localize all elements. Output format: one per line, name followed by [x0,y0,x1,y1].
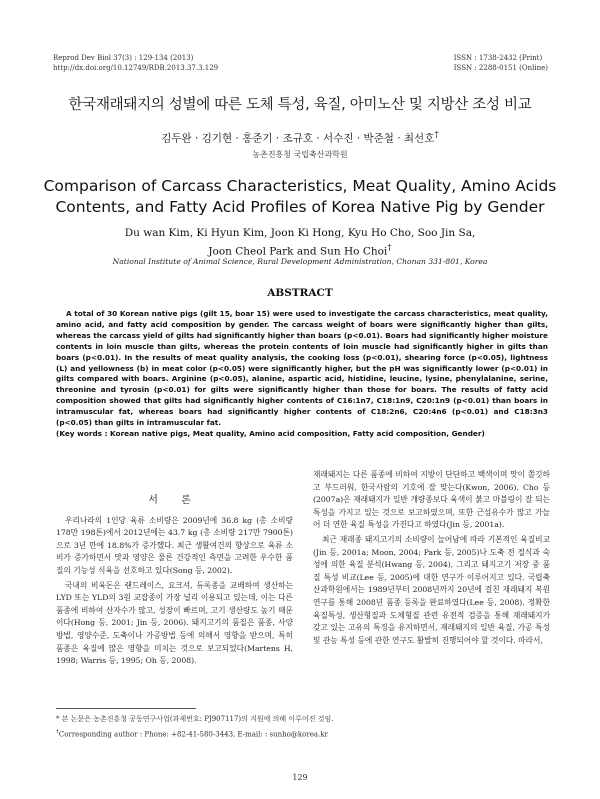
intro-paragraph: 국내의 비육돈은 랜드레이스, 요크셔, 듀록종을 교배하여 생산하는 LYD 또는 YLD의 3원 교잡종이 가장 널리 이용되고 있는데, 이는 다른 품종에 비하여 산자수가 많고, 성장이 빠르며, 고기 생산량도 높기 때문이다(Hong 등, 2001; Jin 등, 2006). 돼지고기의 품질은 품종, 사양방법, 영양수준, 도축이나 가공방법 등에 의해서 영향을 받으며, 특히 품종은 육질에 많은 영향을 미치는 것으로 보고되었다(Martens H, 1998; Warris 등, 1995; Oh 등, 2008). [56,580,293,666]
intro-paragraph: 우리나라의 1인당 육류 소비량은 2009년에 36.8 kg (총 소비량 178만 198톤)에서 2012년에는 43.7 kg (총 소비량 217만 7900톤)으로 3년 만에 18.8%가 증가했다. 최근 생활여건의 향상으로 육류 소비가 증가하면서 맛과 영양은 물론 건강적인 측면을 고려한 우수한 품질의 기능성 식육을 선호하고 있다(Song 등, 2002). [56,515,293,575]
english-authors-line2: Joon Cheol Park and Sun Ho Choi [208,245,388,258]
corresponding-mark-en: † [387,243,392,253]
corresponding-mark: † [434,130,439,140]
corresponding-footnote [56,727,546,739]
journal-header-left [53,53,218,73]
page-number: 129 [292,773,308,782]
funding-footnote: * 본 논문은 농촌진흥청 공동연구사업(과제번호: PJ907117)의 지원에 의해 이루어진 것임. [56,715,334,723]
footnote-mark: † [56,729,59,735]
english-authors-line1: Du wan Kim, Ki Hyun Kim, Joon Ki Hong, Kyu Ho Cho, Soo Jin Sa, [124,227,476,239]
corresponding-contact: Corresponding author : Phone: +82-41-580-3443, E-mail: : sunho@korea.kr [58,730,328,739]
intro-column-left [56,495,293,670]
intro-paragraph: 최근 재래종 돼지고기의 소비량이 늘어남에 따라 기본적인 육질비교(Jin 등, 2001a; Moon, 2004; Park 등, 2005)나 도축 전 절식과 숙성에 의한 육질 분석(Hwang 등, 2004), 그리고 돼지고기 저장 중 품질 특성 비교(Lee 등, 2005)에 대한 연구가 이루어지고 있다. 국립축산과학원에서는 1989년부터 2008년까지 20년에 걸친 재래돼지 복원 연구를 통해 2008년 품종 등록을 완료하였다(Lee 등, 2008). 정확한 육질특성, 생산형질과 도체형질 관련 유전적 검증을 통해 재래돼지가 갖고 있는 고유의 특징을 유지하면서, 재래돼지의 일반 육질, 가공 특성 및 관능 특성 등에 관한 연구도 활발히 진행되어야 할 것이다. 따라서, [313,534,550,645]
issn-online: ISSN : 2288-0151 (Online) [453,64,548,72]
intro-column-right [313,469,550,649]
english-title: Comparison of Carcass Characteristics, Meat Quality, Amino Acids Contents, and Fatty Acid Profiles of Korea Native Pig by Gender [43,177,557,216]
citation-line: Reprod Dev Biol 37(3) : 129-134 (2013) [53,54,194,62]
korean-author-names: 김두완 · 김기현 · 홍준기 · 조규호 · 서수진 · 박준철 · 최선호 [161,132,435,145]
abstract-body [56,309,548,440]
abstract-text: A total of 30 Korean native pigs (gilt 15, boar 15) were used to investigate the carcass characteristics, meat quality, amino acid, and fatty acid composition by gender. The carcass weight of boars were significantly higher than gilts, whereas the carcass yield of gilts had significantly higher than boars (p<0.01). Boars had significantly higher moisture contents in loin muscle than gilts, whereas the protein contents of loin muscle had significantly higher in gilts than boars (p<0.01). In the results of meat quality analysis, the cooking loss (p<0.01), shearing force (p<0.05), lightness (L) and yellowness (b) in meat color (p<0.05) were significantly higher, but the pH was significantly lower (p<0.01) in gilts compared with boars. Arginine (p<0.05), alanine, aspartic acid, histidine, leucine, lysine, phenylalanine, serine, threonine and tyrosin (p<0.01) for gilts were significantly higher than those for boars. The results of fatty acid composition showed that gilts had significantly higher contents of C16:1n7, C18:1n9, C20:1n9 (p<0.01) than boars in intramuscular fat, whereas boars had significantly higher contents of C18:2n6, C20:4n6 (p<0.01) and C18:3n3 (p<0.05) than gilts in intramuscular fat. [56,309,548,428]
english-affiliation: National Institute of Animal Science, Rural Development Administration, Chonan 331-801, Korea [112,257,488,266]
issn-print: ISSN : 1738-2432 (Print) [453,54,543,62]
footnote-divider [56,708,196,709]
korean-title: 한국재래돼지의 성별에 따른 도체 특성, 육질, 아미노산 및 지방산 조성 비교 [68,97,532,113]
intro-paragraph: 재래돼지는 다른 품종에 비하여 지방이 단단하고 백색이며 맛이 쫄깃하고 부드러워, 한국사람의 기호에 잘 맞는다(Kwon, 2006). Cho 등(2007a)은 재래돼지가 일반 개량종보다 육색이 붉고 마블링이 잘 되는 특성을 가지고 있는 것으로 보고하였으며, 또한 근섬유수가 많고 가늘어 더 연한 육질 특성을 가진다고 하였다(Jin 등, 2001a). [313,470,550,530]
journal-header-right [454,53,548,73]
keywords: (Key words : Korean native pigs, Meat quality, Amino acid composition, Fatty acid composition, Gender) [56,428,485,438]
korean-authors [0,130,600,146]
intro-heading: 서 론 [148,495,201,506]
abstract-heading: ABSTRACT [267,287,333,299]
doi-link[interactable]: http://dx.doi.org/10.12749/RDB.2013.37.3.129 [53,64,219,72]
english-authors [40,226,560,260]
korean-affiliation: 농촌진흥청 국립축산과학원 [252,150,348,159]
